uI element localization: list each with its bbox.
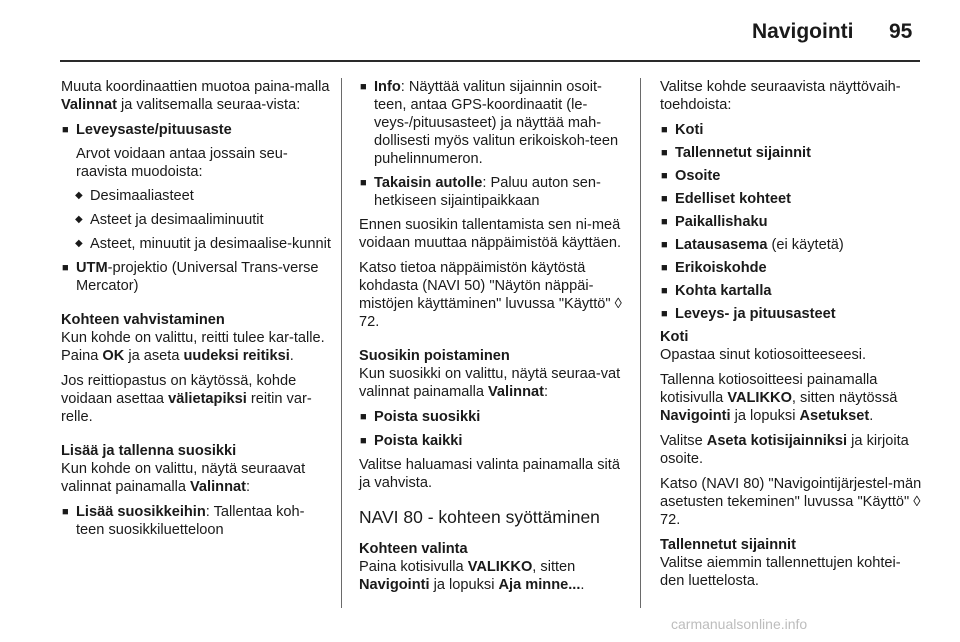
square-bullet-icon: ■: [360, 411, 367, 423]
list-item: ■ Leveys- ja pituusasteet: [661, 306, 836, 322]
square-bullet-icon: ■: [360, 435, 367, 447]
list-item: ■ Osoite: [661, 168, 721, 184]
diamond-bullet-icon: ◆: [75, 214, 83, 225]
page-number: 95: [889, 20, 913, 43]
choose-confirm-text: Valitse haluamasi valinta painamalla sitä ja vahvista.: [359, 457, 620, 491]
latlon-description: Arvot voidaan antaa jossain seu-raavista muodoista:: [76, 146, 288, 180]
home-description: Opastaa sinut kotiosoitteeseesi.: [660, 347, 867, 363]
square-bullet-icon: ■: [661, 262, 668, 274]
delete-favourite-text: Kun suosikki on valittu, näytä seuraa-vat valinnat painamalla Valinnat:: [359, 366, 621, 400]
page-reference: ◊ 72.: [359, 296, 622, 330]
bullet-delete-all: ■ Poista kaikki: [360, 433, 463, 449]
list-item: ■ Tallennetut sijainnit: [661, 145, 811, 161]
square-bullet-icon: ■: [62, 124, 69, 136]
sub-item-decimal-seconds: ◆ Asteet, minuutit ja desimaalise-kunnit: [75, 236, 331, 252]
bullet-utm: ■ UTM-projektio (Universal Trans-verse Mercator): [62, 260, 319, 294]
bullet-back-to-car: ■ Takaisin autolle: Paluu auton sen-hetkiseen sijaintipaikkaan: [360, 175, 601, 209]
waypoint-text: Jos reittiopastus on käytössä, kohde voidaan asettaa välietapiksi reitin var-relle.: [61, 373, 312, 425]
section-title: Navigointi: [752, 20, 854, 43]
sub-item-decimal-minutes: ◆ Asteet ja desimaaliminuutit: [75, 212, 264, 228]
saved-locations-text: Valitse aiemmin tallennettujen kohtei-den luettelosta.: [660, 555, 901, 589]
select-destination-heading: Kohteen valinta: [359, 541, 468, 557]
list-item: ■ Latausasema (ei käytetä): [661, 237, 844, 253]
bullet-info: ■ Info: Näyttää valitun sijainnin osoit-teen, antaa GPS-koordinaatit (le-veys-/pituusasteet) ja näyttää mah-dollisesti myös valitun erikoiskoh-teen puhelinnumeron.: [360, 79, 619, 167]
watermark: carmanualsonline.info: [671, 616, 808, 632]
saved-locations-heading: Tallennetut sijainnit: [660, 537, 796, 553]
home-reference-text: Katso (NAVI 80) "Navigointijärjestel-män asetusten tekeminen" luvussa "Käyttö" ◊ 72.: [660, 476, 922, 528]
list-item: ■ Edelliset kohteet: [661, 191, 791, 207]
rename-favourite-text: Ennen suosikin tallentamista sen ni-meä voidaan muuttaa näppäimistöä käyttäen.: [359, 217, 622, 251]
sub-item-decimal-degrees: ◆ Desimaaliasteet: [75, 188, 194, 204]
square-bullet-icon: ■: [661, 193, 668, 205]
page-reference: ◊ 72.: [660, 494, 921, 528]
square-bullet-icon: ■: [661, 170, 668, 182]
column-divider-2: [640, 78, 641, 608]
home-save-text: Tallenna kotiosoitteesi painamalla kotisivulla VALIKKO, sitten näytössä Navigointi ja lopuksi Asetukset.: [660, 372, 898, 424]
header-divider: [60, 60, 920, 62]
square-bullet-icon: ■: [661, 239, 668, 251]
square-bullet-icon: ■: [360, 177, 367, 189]
square-bullet-icon: ■: [661, 124, 668, 136]
column-2: [359, 78, 625, 601]
confirm-heading: Kohteen vahvistaminen: [61, 312, 225, 328]
column-1: [61, 78, 331, 545]
bullet-latlon: ■ Leveysaste/pituusaste: [62, 122, 232, 138]
list-item: ■ Kohta kartalla: [661, 283, 772, 299]
square-bullet-icon: ■: [62, 506, 69, 518]
save-favourite-text: Kun kohde on valittu, näytä seuraavat valinnat painamalla Valinnat:: [61, 461, 306, 495]
square-bullet-icon: ■: [661, 147, 668, 159]
destination-options-intro: Valitse kohde seuraavista näyttövaih-toehdoista:: [660, 79, 901, 113]
bullet-delete-one: ■ Poista suosikki: [360, 409, 481, 425]
column-3: [660, 78, 924, 597]
list-item: ■ Koti: [661, 122, 704, 138]
home-heading: Koti: [660, 329, 689, 345]
diamond-bullet-icon: ◆: [75, 190, 83, 201]
keyboard-reference-text: Katso tietoa näppäimistön käytöstä kohdasta (NAVI 50) "Näytön näppäi-mistöjen käyttäminen" luvussa "Käyttö" ◊ 72.: [359, 260, 622, 330]
square-bullet-icon: ■: [661, 308, 668, 320]
select-destination-text: Paina kotisivulla VALIKKO, sitten Navigointi ja lopuksi Aja minne....: [359, 559, 585, 593]
diamond-bullet-icon: ◆: [75, 238, 83, 249]
bullet-add-favourite: ■ Lisää suosikkeihin: Tallentaa koh-teen suosikkiluetteloon: [62, 504, 305, 538]
square-bullet-icon: ■: [661, 216, 668, 228]
list-item: ■ Paikallishaku: [661, 214, 768, 230]
home-set-text: Valitse Aseta kotisijainniksi ja kirjoita osoite.: [660, 433, 909, 467]
list-item: ■ Erikoiskohde: [661, 260, 767, 276]
column-divider-1: [341, 78, 342, 608]
coord-format-intro: Muuta koordinaattien muotoa paina-malla Valinnat ja valitsemalla seuraa-vista:: [61, 79, 330, 113]
navi80-section-heading: NAVI 80 - kohteen syöttäminen: [359, 507, 600, 527]
square-bullet-icon: ■: [62, 262, 69, 274]
confirm-text: Kun kohde on valittu, reitti tulee kar-talle. Paina OK ja aseta uudeksi reitiksi.: [61, 330, 325, 364]
square-bullet-icon: ■: [661, 285, 668, 297]
square-bullet-icon: ■: [360, 81, 367, 93]
save-favourite-heading: Lisää ja tallenna suosikki: [61, 443, 237, 459]
delete-favourite-heading: Suosikin poistaminen: [359, 348, 510, 364]
